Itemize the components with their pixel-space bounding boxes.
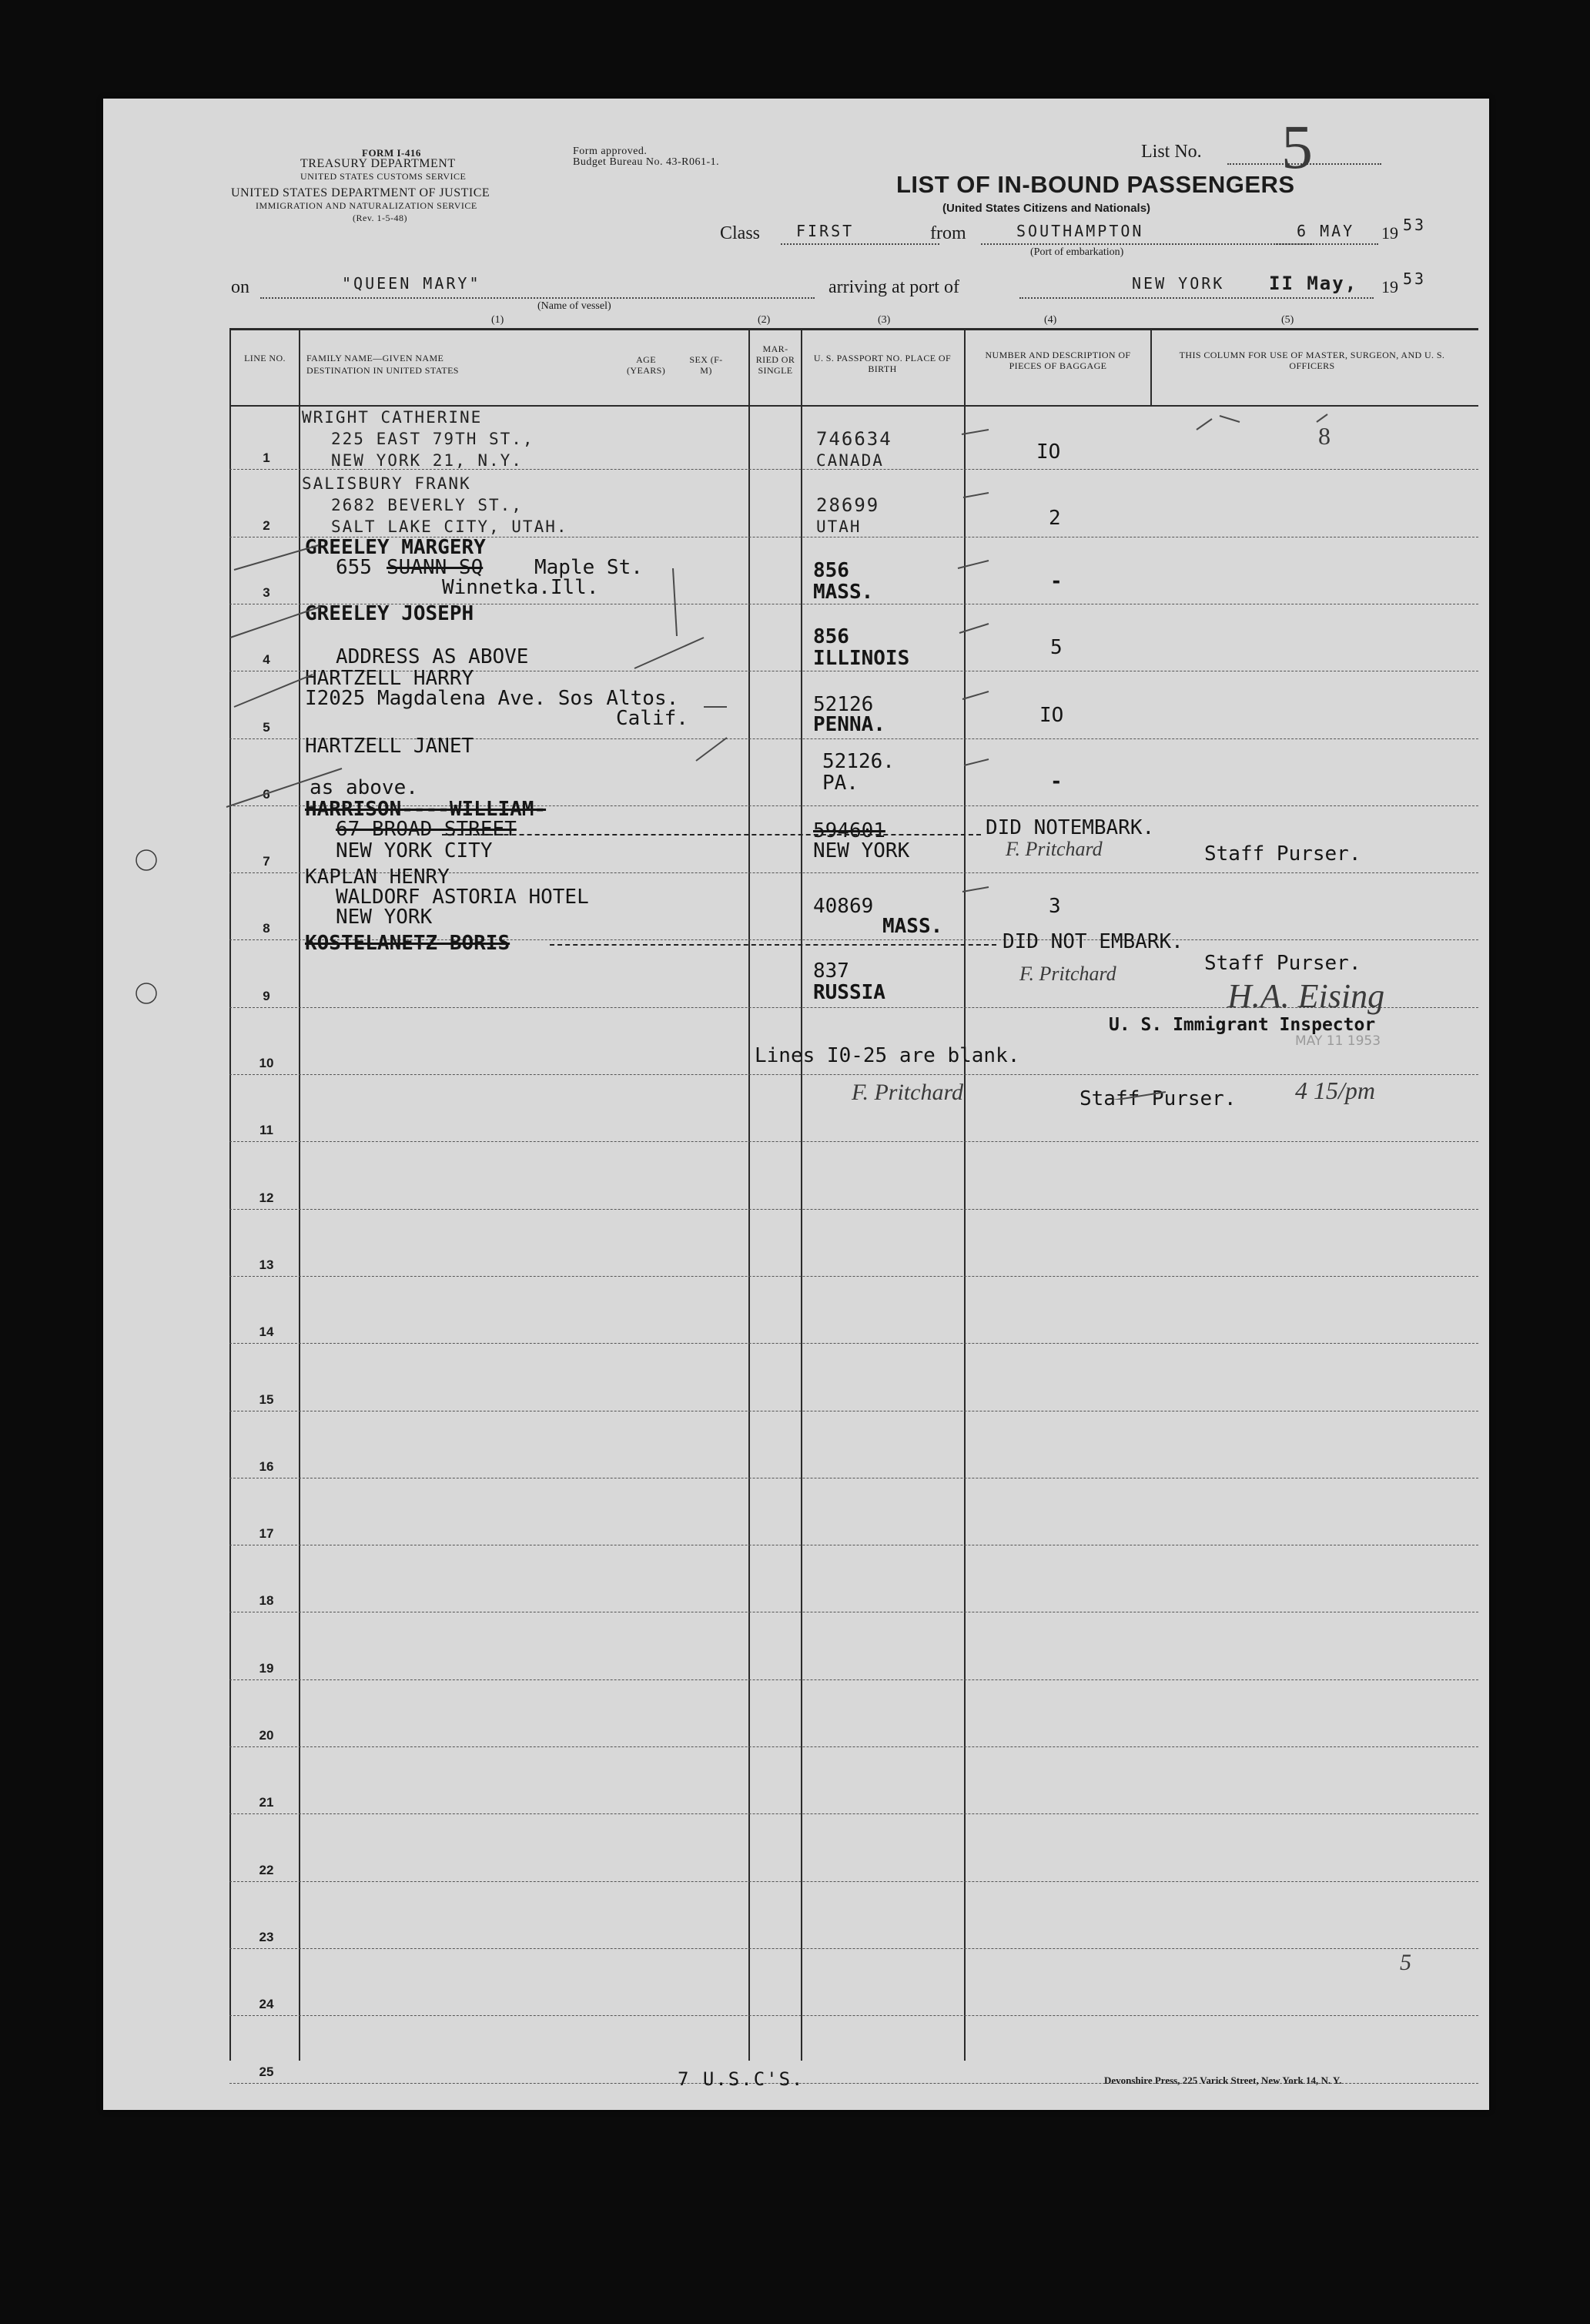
entry-7-note: DID NOTEMBARK. — [986, 816, 1155, 839]
line-number: 12 — [259, 1190, 274, 1205]
row-divider — [229, 1881, 1478, 1882]
line-number: 6 — [263, 786, 270, 802]
entry-8-address-1: WALDORF ASTORIA HOTEL — [336, 886, 589, 909]
entry-3-address-struck: SUANN-SQ — [387, 556, 484, 579]
arriving-label: arriving at port of — [828, 277, 959, 297]
form-revision: (Rev. 1-5-48) — [353, 213, 408, 223]
line-number: 15 — [259, 1391, 274, 1407]
entry-7-birthplace: NEW YORK — [813, 839, 910, 862]
year-suffix: 53 — [1403, 216, 1427, 234]
arrival-port: NEW YORK — [1132, 274, 1225, 293]
row-divider — [229, 1679, 1478, 1680]
entry-1-birthplace: CANADA — [816, 451, 884, 470]
entry-3-address-number: 655 — [336, 556, 372, 579]
entry-8-name: KAPLAN HENRY — [305, 866, 450, 889]
entry-9-note: DID NOT EMBARK. — [1003, 930, 1183, 953]
line-number: 10 — [259, 1056, 274, 1070]
form-number: FORM I-416 — [362, 147, 421, 159]
entry-7-name: HARRISON----WILLIAM- — [305, 798, 547, 821]
final-signer-role: Staff Purser. — [1080, 1087, 1237, 1110]
col-header-married: MAR-RIED OR SINGLE — [755, 343, 795, 376]
row-divider — [229, 1141, 1478, 1142]
entry-9-signer-role: Staff Purser. — [1204, 952, 1361, 975]
entry-2-baggage: 2 — [1049, 507, 1061, 530]
row-divider — [229, 1813, 1478, 1814]
inspector-signature: H.A. Eising — [1227, 977, 1385, 1015]
entry-4-address: ADDRESS AS ABOVE — [336, 645, 529, 668]
col-num-2: (2) — [758, 314, 771, 326]
entry-7-signer-role: Staff Purser. — [1204, 842, 1361, 866]
entry-9-signature: F. Pritchard — [1019, 963, 1116, 985]
line-number: 8 — [263, 921, 270, 936]
line-number: 13 — [259, 1257, 274, 1272]
line-number: 19 — [259, 1660, 274, 1676]
entry-3-birthplace: MASS. — [813, 581, 874, 604]
line-number: 5 — [263, 719, 270, 735]
entry-1-passport: 746634 — [816, 428, 892, 450]
col-header-age: AGE (YEARS) — [627, 354, 666, 376]
footer-count: 7 U.S.C'S. — [678, 2068, 805, 2090]
entry-6-address: as above. — [310, 776, 418, 799]
col-num-4: (4) — [1044, 314, 1057, 326]
entry-6-birthplace: PA. — [822, 772, 859, 795]
col-header-baggage: NUMBER AND DESCRIPTION OF PIECES OF BAGGAGE — [985, 350, 1131, 371]
line-number: 24 — [259, 1997, 274, 2012]
col-header-officers: THIS COLUMN FOR USE OF MASTER, SURGEON, AND U. S. OFFICERS — [1179, 350, 1445, 371]
arrival-year-prefix: 19 — [1381, 277, 1398, 296]
col-num-5: (5) — [1281, 314, 1294, 326]
passenger-manifest-sheet — [103, 99, 1489, 2110]
line-number: 7 — [263, 854, 270, 869]
from-label: from — [930, 223, 966, 243]
line-number: 9 — [263, 988, 270, 1003]
line-number: 21 — [259, 1795, 274, 1810]
blank-lines-note: Lines I0-25 are blank. — [755, 1044, 1020, 1067]
form-approved: Form approved. — [573, 146, 648, 157]
line-number: 18 — [259, 1593, 274, 1609]
printer-imprint: Devonshire Press, 225 Varick Street, New York 14, N. Y. — [1104, 2075, 1342, 2086]
entry-2-address-1: 2682 BEVERLY ST., — [331, 496, 523, 514]
pencil-check-marks — [103, 99, 1489, 1100]
entry-2-address-2: SALT LAKE CITY, UTAH. — [331, 517, 568, 536]
entry-5-passport: 52126 — [813, 693, 874, 716]
row-divider — [229, 1746, 1478, 1747]
entry-5-baggage: IO — [1039, 704, 1064, 727]
margin-mark: 5 — [1400, 1950, 1411, 1975]
entry-3-name: GREELEY MARGERY — [305, 536, 486, 559]
entry-1-baggage: IO — [1036, 440, 1061, 464]
page-subtitle: (United States Citizens and Nationals) — [942, 202, 1151, 215]
line-number: 2 — [263, 517, 270, 533]
entry-6-name: HARTZELL JANET — [305, 735, 474, 758]
entry-2-passport: 28699 — [816, 494, 880, 516]
line-number: 17 — [259, 1526, 274, 1542]
entry-4-birthplace: ILLINOIS — [813, 647, 910, 670]
entry-1-name: WRIGHT CATHERINE — [302, 408, 483, 427]
line-number: 11 — [259, 1123, 273, 1138]
entry-4-name: GREELEY JOSEPH — [305, 602, 474, 625]
departure-date: 6 MAY — [1297, 222, 1355, 240]
treasury-dept: TREASURY DEPARTMENT — [300, 157, 456, 170]
col-header-sex: SEX (F-M) — [689, 354, 723, 376]
row-divider — [229, 1209, 1478, 1210]
entry-4-passport: 856 — [813, 625, 849, 648]
final-signature: F. Pritchard — [852, 1080, 964, 1105]
entry-5-address-2: Calif. — [616, 707, 688, 730]
entry-7-address-1: 67 BROAD STREET — [336, 818, 517, 841]
entry-3-passport: 856 — [813, 559, 849, 582]
entry-4-baggage: 5 — [1050, 636, 1063, 659]
line-number: 20 — [259, 1728, 274, 1743]
vessel-name: "QUEEN MARY" — [342, 274, 481, 293]
final-time: 4 15/pm — [1295, 1077, 1375, 1104]
line-number: 1 — [263, 450, 270, 466]
page-title: LIST OF IN-BOUND PASSENGERS — [896, 171, 1295, 198]
row-divider — [229, 1948, 1478, 1949]
entry-5-address-1: I2025 Magdalena Ave. Sos Altos. — [305, 687, 679, 710]
row-divider — [229, 1343, 1478, 1344]
inspector-title: U. S. Immigrant Inspector — [1109, 1015, 1376, 1035]
inspector-date-stamp: MAY 11 1953 — [1295, 1033, 1381, 1049]
row-divider — [229, 1276, 1478, 1277]
entry-2-name: SALISBURY FRANK — [302, 474, 471, 493]
entry-1-address-2: NEW YORK 21, N.Y. — [331, 451, 523, 470]
entry-5-name: HARTZELL HARRY — [305, 667, 474, 690]
entry-3-baggage: - — [1050, 570, 1063, 593]
customs-service: UNITED STATES CUSTOMS SERVICE — [300, 171, 467, 182]
line-number: 16 — [259, 1458, 274, 1474]
ins-service: IMMIGRATION AND NATURALIZATION SERVICE — [256, 200, 477, 211]
col-num-1: (1) — [491, 314, 504, 326]
entry-9-name: KOSTELANETZ BORIS — [305, 932, 510, 955]
entry-2-birthplace: UTAH — [816, 517, 862, 536]
entry-8-birthplace: MASS. — [882, 915, 943, 938]
line-number: 23 — [259, 1929, 274, 1944]
col-header-destination: DESTINATION IN UNITED STATES — [306, 365, 459, 376]
class-value: FIRST — [796, 222, 855, 240]
entry-8-passport: 40869 — [813, 895, 874, 918]
entry-7-passport: 594601 — [813, 819, 885, 842]
row-divider — [229, 2015, 1478, 2016]
vessel-caption: (Name of vessel) — [537, 300, 611, 312]
col-header-name: FAMILY NAME—GIVEN NAME — [306, 353, 444, 363]
entry-7-address-2: NEW YORK CITY — [336, 839, 493, 862]
list-no-value: 5 — [1281, 112, 1313, 182]
arrival-year-suffix: 53 — [1403, 270, 1427, 288]
entry-3-address-street: Maple St. — [534, 556, 643, 579]
entry-7-signature: F. Pritchard — [1006, 838, 1103, 860]
entry-6-passport: 52126. — [822, 750, 895, 773]
entry-1-address-1: 225 EAST 79TH ST., — [331, 430, 534, 448]
col-num-3: (3) — [878, 314, 891, 326]
entry-9-birthplace: RUSSIA — [813, 981, 885, 1004]
arrival-date: II May, — [1269, 273, 1358, 294]
from-port: SOUTHAMPTON — [1016, 222, 1144, 240]
entry-3-address-2: Winnetka.Ill. — [442, 576, 599, 599]
class-label: Class — [720, 223, 761, 243]
on-label: on — [231, 277, 249, 297]
entry-6-baggage: - — [1050, 770, 1063, 793]
line-number: 3 — [263, 584, 270, 600]
from-caption: (Port of embarkation) — [1030, 246, 1124, 258]
doj: UNITED STATES DEPARTMENT OF JUSTICE — [231, 186, 490, 199]
line-number: 14 — [259, 1324, 274, 1340]
entry-8-address-2: NEW YORK — [336, 906, 433, 929]
entry-9-passport: 837 — [813, 959, 849, 983]
entry-8-baggage: 3 — [1049, 895, 1061, 918]
year-prefix: 19 — [1381, 223, 1398, 243]
col-header-passport: U. S. PASSPORT NO. PLACE OF BIRTH — [813, 353, 952, 374]
col-header-line-no: LINE NO. — [244, 353, 286, 363]
list-no-label: List No. — [1141, 142, 1202, 162]
entry-1-officer-mark: 8 — [1318, 422, 1331, 450]
entry-5-birthplace: PENNA. — [813, 713, 885, 736]
budget-bureau: Budget Bureau No. 43-R061-1. — [573, 156, 720, 168]
line-number: 22 — [259, 1862, 274, 1877]
line-number: 25 — [259, 2064, 274, 2079]
line-number: 4 — [263, 652, 270, 668]
